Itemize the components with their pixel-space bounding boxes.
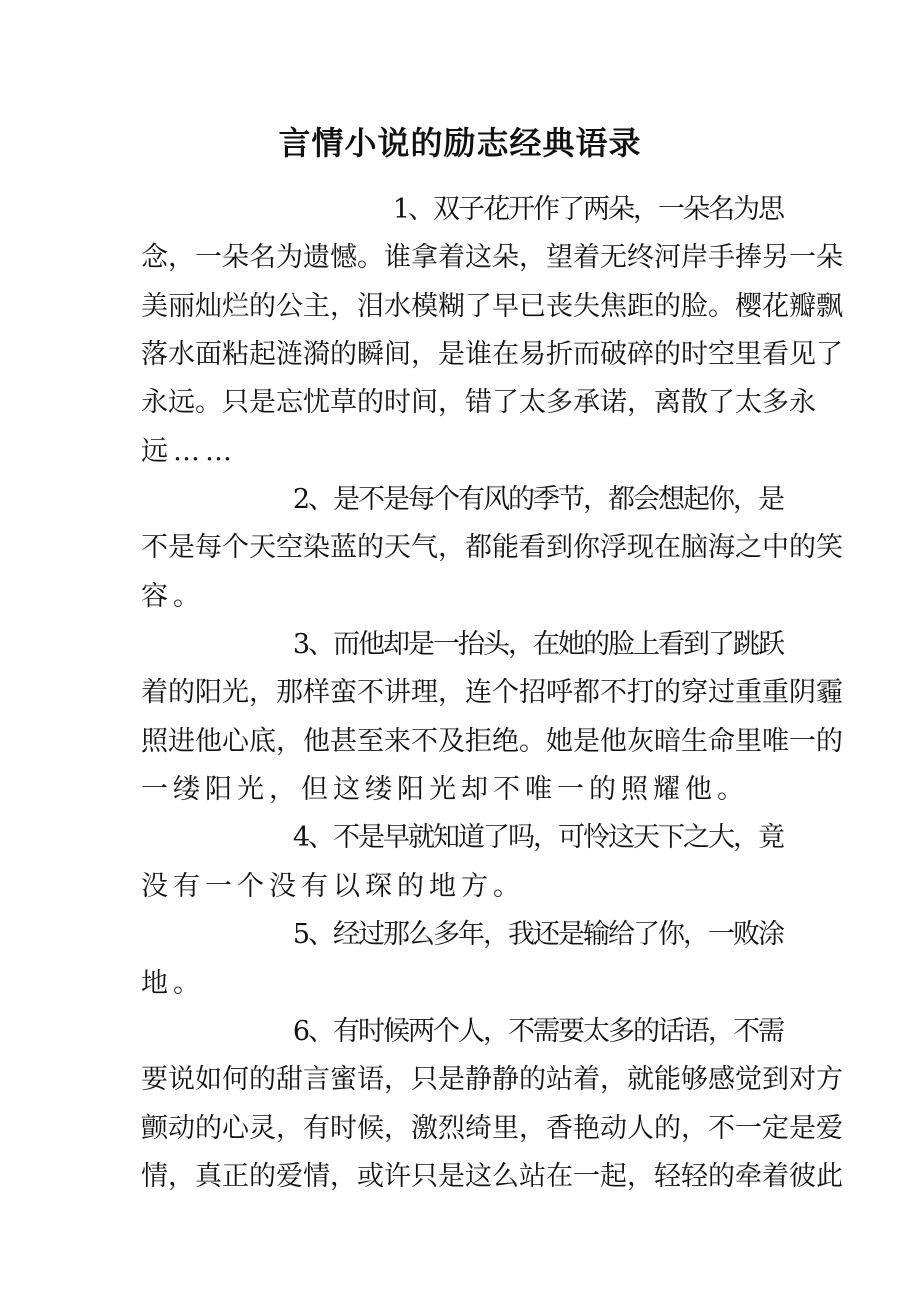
text-line: 情，真正的爱情，或许只是这么站在一起，轻轻的牵着彼此 xyxy=(141,1160,843,1192)
text-line: 6、有时候两个人，不需要太多的话语，不需 xyxy=(292,1015,783,1047)
text-line: 没有一个没有以琛的地方。 xyxy=(141,870,525,902)
text-line: 念，一朵名为遗憾。谁拿着这朵，望着无终河岸手捧另一朵 xyxy=(141,242,843,274)
paragraph xyxy=(141,814,783,911)
paragraph xyxy=(141,186,843,476)
text-line: 4、不是早就知道了吗，可怜这天下之大，竟 xyxy=(292,822,783,854)
paragraph xyxy=(141,621,843,814)
text-line: 一缕阳光，但这缕阳光却不唯一的照耀他。 xyxy=(141,774,749,806)
text-line: 要说如何的甜言蜜语，只是静静的站着，就能够感觉到对方 xyxy=(141,1064,843,1096)
paragraph xyxy=(141,476,843,621)
text-line: 远…… xyxy=(141,435,237,467)
text-line: 照进他心底，他甚至来不及拒绝。她是他灰暗生命里唯一的 xyxy=(141,725,843,757)
text-line: 永远。只是忘忧草的时间，错了太多承诺，离散了太多永 xyxy=(141,387,816,419)
document-title: 言情小说的励志经典语录 xyxy=(278,124,642,162)
text-line: 着的阳光，那样蛮不讲理，连个招呼都不打的穿过重重阴霾 xyxy=(141,677,843,709)
text-line: 1、双子花开作了两朵，一朵名为思 xyxy=(392,194,783,225)
document-body xyxy=(141,186,843,1201)
text-line: 容。 xyxy=(141,580,205,612)
paragraph xyxy=(141,911,783,1008)
paragraph xyxy=(141,1008,843,1201)
text-line: 不是每个天空染蓝的天气，都能看到你浮现在脑海之中的笑 xyxy=(141,532,843,564)
text-line: 落水面粘起涟漪的瞬间，是谁在易折而破碎的时空里看见了 xyxy=(141,339,843,371)
text-line: 5、经过那么多年，我还是输给了你，一败涂 xyxy=(292,919,783,951)
text-line: 2、是不是每个有风的季节，都会想起你，是 xyxy=(292,484,783,516)
text-line: 地。 xyxy=(141,967,205,999)
text-line: 美丽灿烂的公主，泪水模糊了早已丧失焦距的脸。樱花瓣飘 xyxy=(141,290,843,322)
text-line: 3、而他却是一抬头，在她的脸上看到了跳跃 xyxy=(292,629,783,661)
text-line: 颤动的心灵，有时候，激烈绮里，香艳动人的，不一定是爱 xyxy=(141,1112,843,1144)
